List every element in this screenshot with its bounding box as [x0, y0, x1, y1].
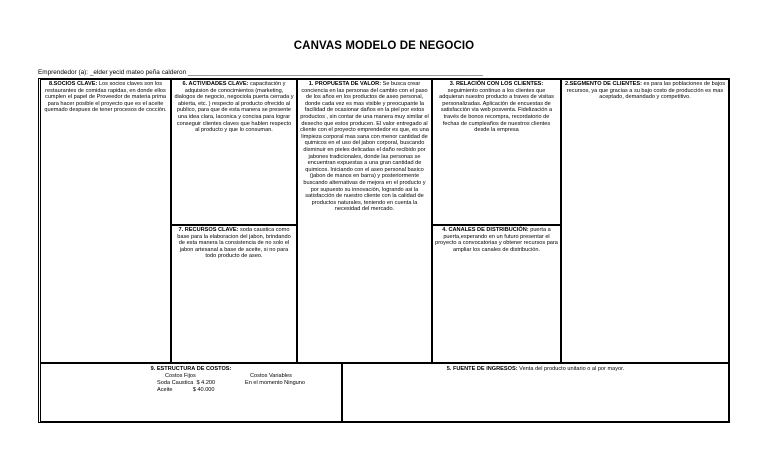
page-title: CANVAS MODELO DE NEGOCIO — [293, 40, 475, 52]
block-text: soda caustica como base para la elaboracion del jabon, brindando de esta manera la consistencia de no solo el jabon artesanal a base de aceite, si no para todo producto de aseo. — [177, 227, 291, 260]
entrepreneur-line: Emprendedor (a): _elder yecid mateo peña calderon ___________________________________________________________________________________ — [38, 69, 483, 76]
block-customer-segments — [561, 79, 729, 363]
block-key-activities — [171, 79, 297, 225]
block-heading: 3. RELACIÓN CON LOS CLIENTES: — [449, 81, 544, 87]
block-heading: 9. ESTRUCTURA DE COSTOS: — [150, 366, 232, 372]
cost-line-variable: En el momento Ninguno — [245, 379, 306, 386]
variable-costs-label: Costos Variables — [250, 372, 292, 379]
block-customer-relationships — [432, 79, 561, 225]
block-text: capacitación y adquision de conocimientos (marketing, dialogos de negocio, negociola puerta cerrada y abierta, etc. ) respecto al producto ofrecido al publico, para que de esta manera se presente una idea clara, laconica y concisa para lograr conseguir clientes claves que hablen respecto al producto y que lo consuman. — [174, 81, 294, 134]
block-key-partners — [40, 79, 171, 363]
block-key-resources — [171, 225, 297, 363]
block-heading: 1. PROPUESTA DE VALOR: — [308, 81, 382, 87]
block-revenue-streams — [342, 363, 729, 422]
block-value-proposition — [297, 79, 432, 363]
block-text: Se busca crear conciencia en las personas del cambio con el paso de los años en los productos de aseo personal, donde cada vez es mas visible y preocupante la facilidad de ocasionar daños en la piel por estos productos , sin contar de una manera muy similar el desecho que estos producen. El valor entregado al cliente con el proyecto emprendedor es que, es una limpieza corporal mas sana con menor cantidad de quimicos en el uso del jabon corporal, buscando disminuir en pieles delicadas el daño recibido por jabones tradicionales, donde las personas se encuentran expuestas a una gran cantidad de quimicos. Iniciando con el aseo personal basico (jabon de manos en barra) y posteriormente buscando alternativas de mejora en el producto y por supuesto su innovación, logrando asi la satisfacción de nuestro cliente con la calidad de productos naturales, teniendo en cuenta la necesidad del mercado. — [300, 81, 429, 213]
block-heading: 6. ACTIVIDADES CLAVE: — [182, 81, 249, 87]
block-heading: 5. FUENTE DE INGRESOS: — [446, 366, 518, 372]
block-heading: 4. CANALES DE DISTRIBUCIÓN: — [442, 227, 529, 233]
cost-line-soda: Soda Caustica $ 4.200 — [157, 379, 216, 386]
block-heading: 7. RECURSOS CLAVE: — [178, 227, 239, 233]
block-text: Venta del producto unitario o al por mayor. — [517, 366, 625, 372]
block-heading: 8.SOCIOS CLAVE: — [48, 81, 98, 87]
fixed-costs-label: Costos Fijos — [165, 372, 196, 379]
block-heading: 2.SEGMENTO DE CLIENTES: — [564, 81, 642, 87]
block-text: seguimiento continuo a los clientes que adquieran nuestro producto a traves de visitas personalizadas. Aplicación de encuestas de satisfacción via web posventa. Fidelización a través de bonos recompra, recordatorio de fechas de cumpleaños de nuestros clientes desde la empresa — [439, 87, 554, 134]
block-cost-structure — [40, 363, 342, 422]
cost-line-oil: Aceite $ 40.000 — [157, 386, 215, 393]
block-text: puerta a puerta,esperando en un futuro presentar el proyecto a convocatorias y obtener recursos para ampliar los canales de distribución. — [435, 227, 558, 253]
block-channels — [432, 225, 561, 363]
block-text: es para las poblaciones de bajos recursos, ya que gracias a su bajo costo de producción es mas aceptado, demandado y competitivo. — [566, 81, 725, 101]
block-text: Los socios claves son los restaurantes de comidas rapidas, en donde ellos cumplen el papel de Proveedor de materia prima para hacer posible el proyecto que es el aceite quemado despues de tener procesos de cocción. — [44, 81, 167, 114]
